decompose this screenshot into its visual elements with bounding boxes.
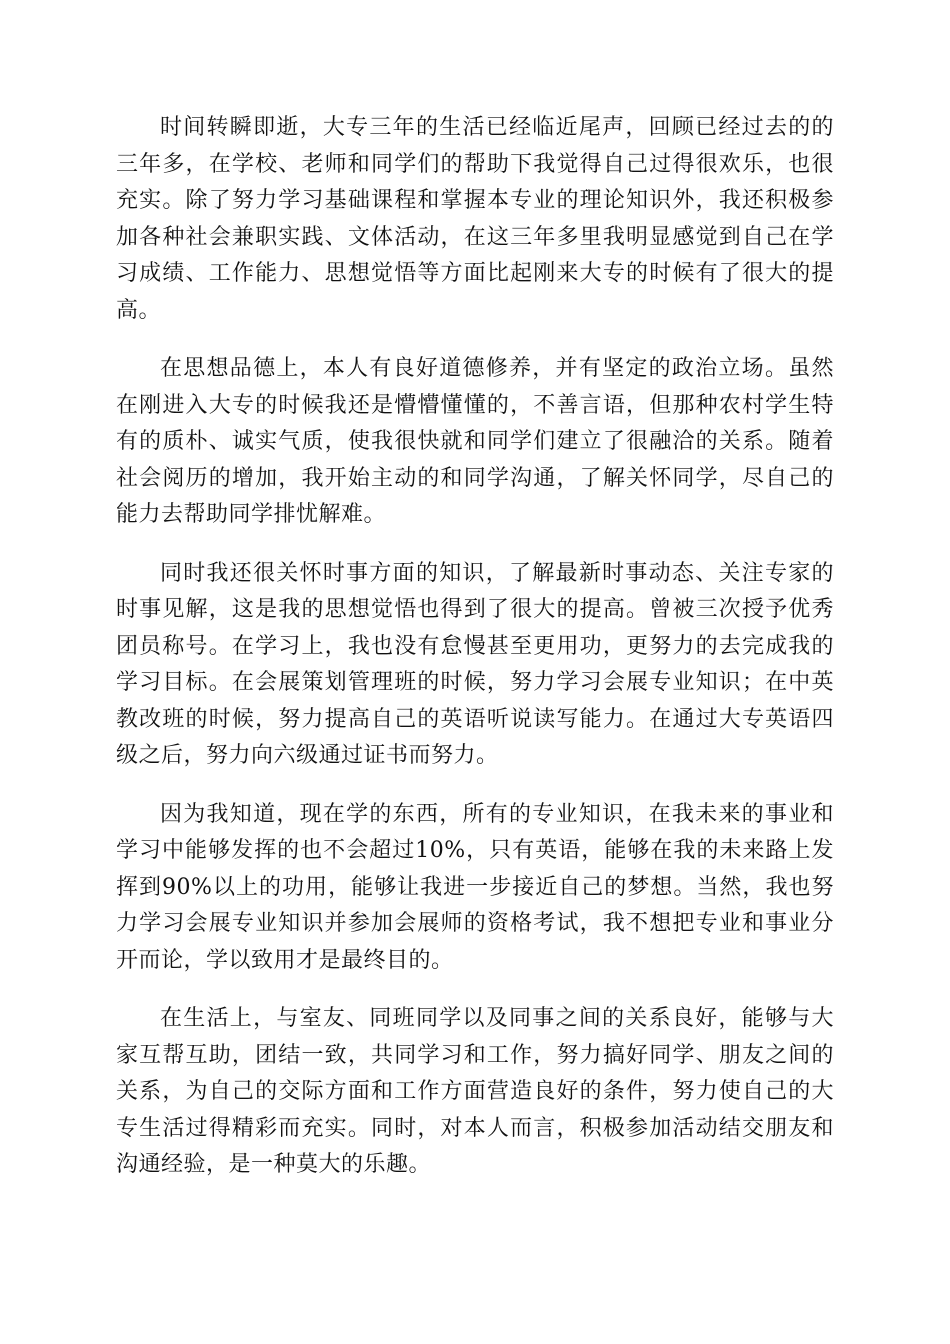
paragraph-2: 在思想品德上，本人有良好道德修养，并有坚定的政治立场。虽然在刚进入大专的时候我还是懵懵懂懂的，不善言语，但那种农村学生特有的质朴、诚实气质，使我很快就和同学们建立了很融洽的关系。随着社会阅历的增加，我开始主动的和同学沟通，了解关怀同学，尽自己的能力去帮助同学排忧解难。 bbox=[116, 356, 834, 527]
document-body bbox=[116, 110, 834, 1206]
paragraph-1: 时间转瞬即逝，大专三年的生活已经临近尾声，回顾已经过去的的三年多，在学校、老师和同学们的帮助下我觉得自己过得很欢乐，也很充实。除了努力学习基础课程和掌握本专业的理论知识外，我还积极参加各种社会兼职实践、文体活动，在这三年多里我明显感觉到自己在学习成绩、工作能力、思想觉悟等方面比起刚来大专的时候有了很大的提高。 bbox=[116, 115, 834, 323]
paragraph-4: 因为我知道，现在学的东西，所有的专业知识，在我未来的事业和学习中能够发挥的也不会超过10%，只有英语，能够在我的未来路上发挥到90%以上的功用，能够让我进一步接近自己的梦想。当然，我也努力学习会展专业知识并参加会展师的资格考试，我不想把专业和事业分开而论，学以致用才是最终目的。 bbox=[116, 801, 834, 973]
paragraph-3: 同时我还很关怀时事方面的知识，了解最新时事动态、关注专家的时事见解，这是我的思想觉悟也得到了很大的提高。曾被三次授予优秀团员称号。在学习上，我也没有怠慢甚至更用功，更努力的去完成我的学习目标。在会展策划管理班的时候，努力学习会展专业知识；在中英教改班的时候，努力提高自己的英语听说读写能力。在通过大专英语四级之后，努力向六级通过证书而努力。 bbox=[116, 560, 834, 768]
paragraph-5: 在生活上，与室友、同班同学以及同事之间的关系良好，能够与大家互帮互助，团结一致，共同学习和工作，努力搞好同学、朋友之间的关系，为自己的交际方面和工作方面营造良好的条件，努力使自己的大专生活过得精彩而充实。同时，对本人而言，积极参加活动结交朋友和沟通经验，是一种莫大的乐趣。 bbox=[116, 1006, 834, 1177]
